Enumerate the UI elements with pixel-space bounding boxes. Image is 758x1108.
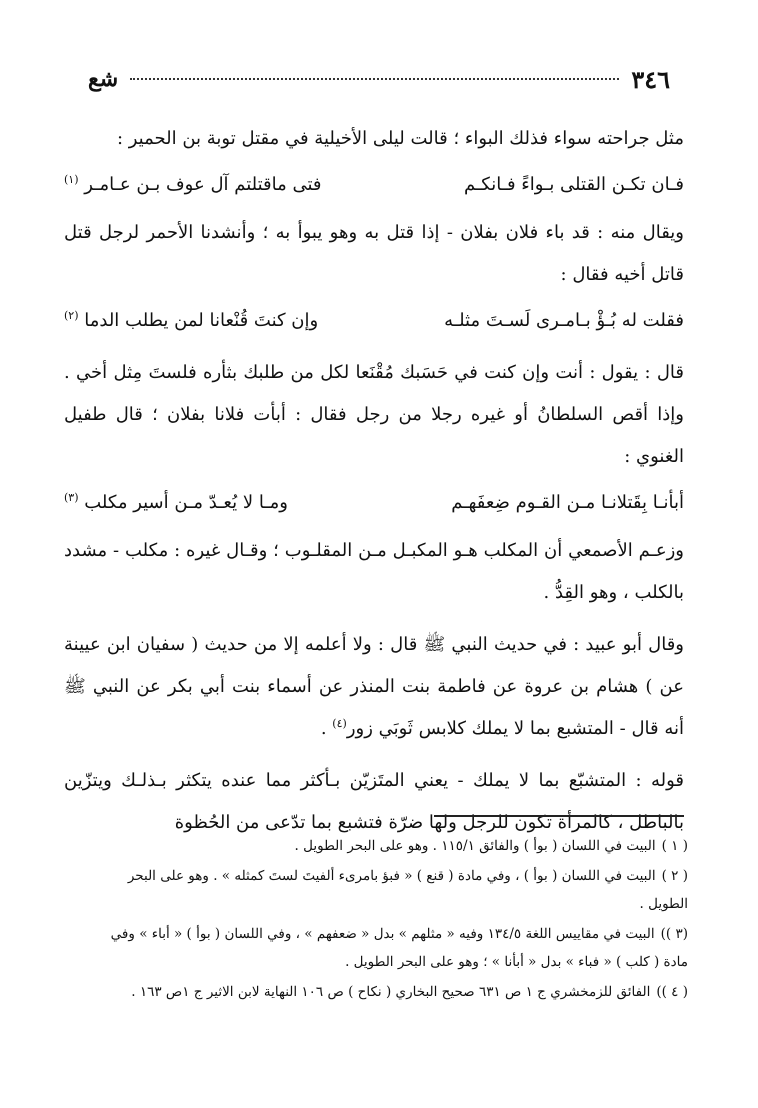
verse-3-first-hemistich: أبأنـا بِقَتلانـا مـن القـوم ضِعفَهـم xyxy=(451,492,684,513)
footnote-2-number: ( ٢ ) xyxy=(661,868,688,884)
footnote-3-number: (٣ )) xyxy=(660,926,688,942)
paragraph-5-end: . xyxy=(320,718,333,739)
paragraph-5 xyxy=(64,624,684,750)
page-number: ٣٤٦ xyxy=(631,64,670,94)
header-dotted-rule xyxy=(130,78,619,80)
verse-2 xyxy=(64,300,684,342)
footnote-ref-1: (١) xyxy=(64,173,79,186)
verse-2-second-hemistich xyxy=(64,300,318,342)
footnote-3 xyxy=(90,920,688,976)
footnote-4-number: ( ٤ )) xyxy=(656,984,688,1000)
footnote-ref-4: (٤) xyxy=(332,717,347,730)
footnote-2-text: البيت في اللسان ( بوأ ) ، وفي مادة ( قنع ) « فبؤ بامرىء ألفيتَ لستَ كمثله » . وهو على البحر الطويل . xyxy=(127,868,688,912)
paragraph-6: قوله : المتشبّع بما لا يملك - يعني المتَزيّن بـأكثر مما عنده يتكثر بـذلـك ويتزّين بالباطل ، كالمرأة تكون للرجل ولها ضرّة فتشبع بما تدّعى من الحُظوة xyxy=(64,770,684,833)
paragraph-4: وزعـم الأصمعي أن المكلب هـو المكبـل مـن المقلـوب ؛ وقـال غيره : مكلب - مشدد بالكلب ، وهو القِدُّ . xyxy=(64,540,684,603)
paragraph-2: ويقال منه : قد باء فلان بفلان - إذا قتل به وهو يبوأ به ؛ وأنشدنا الأحمر لرجل قتل قاتل أخيه فقال : xyxy=(64,222,684,285)
footnotes xyxy=(90,832,688,1008)
verse-1-second-hemistich xyxy=(64,164,322,206)
verse-2-first-hemistich: فقلت له بُـؤْ بـامـرى لَسـتَ مثلـه xyxy=(444,310,684,331)
footnote-4 xyxy=(90,978,688,1006)
verse-3 xyxy=(64,482,684,524)
paragraph-1: مثل جراحته سواء فذلك البواء ؛ قالت ليلى الأخيلية في مقتل توبة بن الحمير : xyxy=(116,128,684,149)
verse-3-second-hemistich xyxy=(64,482,288,524)
verse-1-first-hemistich: فـان تكـن القتلى بـواءً فـانكـم xyxy=(464,174,684,195)
main-text xyxy=(64,118,684,848)
verse-1 xyxy=(64,164,684,206)
footnote-ref-3: (٣) xyxy=(64,491,79,504)
verse-2-second-text: وإن كنتَ قُنْعانا لمن يطلب الدما xyxy=(84,310,319,331)
verse-1-second-text: فتى ماقتلتم آل عوف بـن عـامـر xyxy=(84,174,322,195)
page-header xyxy=(88,62,670,96)
footnote-1 xyxy=(90,832,688,860)
footnote-3-text: البيت في مقاييس اللغة ١٣٤/٥ وفيه « مثلهم » بدل « ضعفهم » ، وفي اللسان ( بوأ ) « أباء » وفي مادة ( كلب ) « فباء » بدل « أبأنا » ؛ وهو على البحر الطويل . xyxy=(110,926,688,970)
paragraph-3: قال : يقول : أنت وإن كنت في حَسَبك مُقْنَعا لكل من طلبك بثأره فلستَ مِثل أخي . وإذا أقص السلطانُ أو غيره رجلا من رجل فقال : أبأت فلانا بفلان ؛ قال طفيل الغنوي : xyxy=(64,362,684,467)
footnote-1-text: البيت في اللسان ( بوأ ) والفائق ١١٥/١ . وهو على البحر الطويل . xyxy=(294,838,656,854)
paragraph-5-text: وقال أبو عبيد : في حديث النبي ﷺ قال : ولا أعلمه إلا من حديث ( سفيان ابن عيينة عن ) هشام بن عروة عن فاطمة بنت المنذر عن أسماء بنت أبي بكر عن النبي ﷺ أنه قال - المتشبع بما لا يملك كلابس ثَوبَي زور xyxy=(64,634,684,739)
section-title: شع xyxy=(88,66,119,92)
footnote-1-number: ( ١ ) xyxy=(661,838,688,854)
footnote-ref-2: (٢) xyxy=(64,309,79,322)
verse-3-second-text: ومـا لا يُعـدّ مـن أسير مكلب xyxy=(84,492,288,513)
footnote-separator xyxy=(434,815,684,817)
footnote-4-text: الفائق للزمخشري ج ١ ص ٦٣١ صحيح البخاري ( نكاح ) ص ١٠٦ النهاية لابن الاثير ج ١ص ١٦٣ . xyxy=(131,984,651,1000)
footnote-2 xyxy=(90,862,688,918)
